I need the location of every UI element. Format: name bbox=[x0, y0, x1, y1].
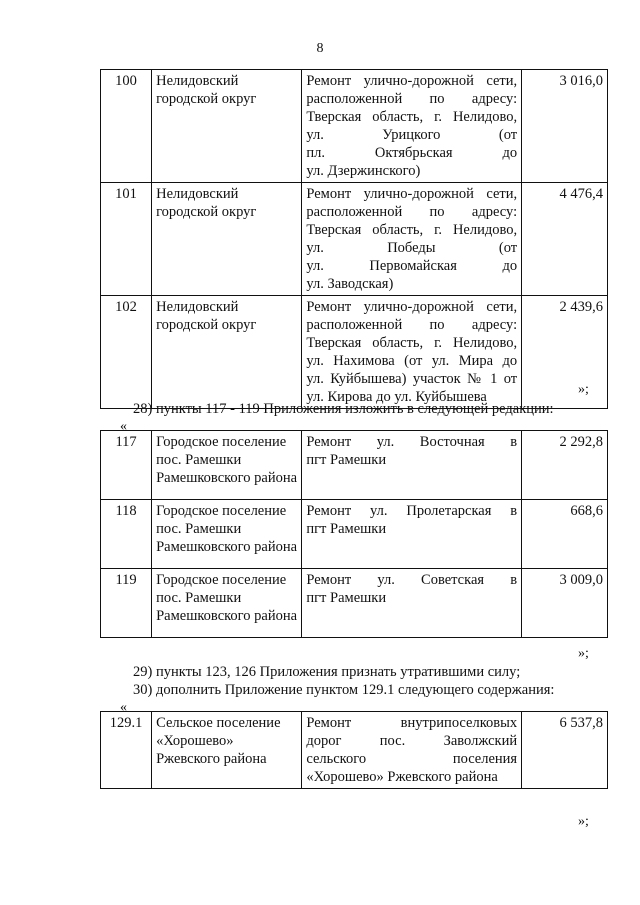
description-line: ул. Победы (от bbox=[306, 240, 518, 256]
paragraph-28: 28) пункты 117 - 119 Приложения изложить в следующей редакции: bbox=[133, 401, 554, 417]
row-number: 102 bbox=[101, 296, 152, 409]
description-line: Тверская область, г. Нелидово, bbox=[306, 222, 518, 238]
description-line: пл. Октябрьская до bbox=[306, 145, 518, 161]
organization-cell: Городское поселение пос. Рамешки Рамешковского района bbox=[152, 500, 302, 569]
row-number: 129.1 bbox=[101, 712, 152, 789]
organization-cell: Сельское поселение «Хорошево» Ржевского района bbox=[152, 712, 302, 789]
description-line: пгт Рамешки bbox=[306, 452, 387, 468]
table-row bbox=[101, 500, 608, 569]
description-cell bbox=[302, 70, 522, 183]
table-row bbox=[101, 70, 608, 183]
paragraph-30: 30) дополнить Приложение пунктом 129.1 следующего содержания: bbox=[133, 682, 555, 698]
description-line: Ремонт внутрипоселковых bbox=[306, 715, 518, 731]
description-cell bbox=[302, 183, 522, 296]
table-row bbox=[101, 569, 608, 638]
amount-cell: 668,6 bbox=[522, 500, 608, 569]
description-line: «Хорошево» Ржевского района bbox=[306, 769, 498, 785]
description-line: Ремонт улично-дорожной сети, bbox=[306, 186, 518, 202]
amount-cell: 3 016,0 bbox=[522, 70, 608, 183]
description-line: Ремонт ул. Пролетарская в bbox=[306, 503, 518, 519]
row-number: 118 bbox=[101, 500, 152, 569]
table-2 bbox=[100, 430, 608, 638]
description-line: Тверская область, г. Нелидово, bbox=[306, 109, 518, 125]
description-line: ул. Заводская) bbox=[306, 276, 394, 292]
description-cell bbox=[302, 500, 522, 569]
description-line: ул. Куйбышева) участок № 1 от bbox=[306, 371, 518, 387]
description-line: Ремонт ул. Советская в bbox=[306, 572, 518, 588]
table-3 bbox=[100, 711, 608, 789]
description-line: дорог пос. Заволжский bbox=[306, 733, 518, 749]
organization-cell: Городское поселение пос. Рамешки Рамешковского района bbox=[152, 431, 302, 500]
description-cell bbox=[302, 431, 522, 500]
table-row bbox=[101, 183, 608, 296]
paragraph-29: 29) пункты 123, 126 Приложения признать утратившими силу; bbox=[133, 664, 521, 680]
closing-quote: »; bbox=[578, 646, 589, 661]
description-line: пгт Рамешки bbox=[306, 590, 387, 606]
description-line: ул. Дзержинского) bbox=[306, 163, 421, 179]
organization-cell: Городское поселение пос. Рамешки Рамешковского района bbox=[152, 569, 302, 638]
opening-quote: « bbox=[120, 419, 127, 434]
table-1 bbox=[100, 69, 608, 409]
page-number: 8 bbox=[316, 41, 324, 56]
description-cell bbox=[302, 569, 522, 638]
description-cell bbox=[302, 296, 522, 409]
organization-cell: Нелидовский городской округ bbox=[152, 183, 302, 296]
description-line: Ремонт ул. Восточная в bbox=[306, 434, 518, 450]
description-line: сельского поселения bbox=[306, 751, 518, 767]
amount-cell: 4 476,4 bbox=[522, 183, 608, 296]
description-cell bbox=[302, 712, 522, 789]
closing-quote: »; bbox=[578, 814, 589, 829]
description-line: расположенной по адресу: bbox=[306, 317, 518, 333]
description-line: Ремонт улично-дорожной сети, bbox=[306, 299, 518, 315]
description-line: Тверская область, г. Нелидово, bbox=[306, 335, 518, 351]
row-number: 119 bbox=[101, 569, 152, 638]
description-line: ул. Первомайская до bbox=[306, 258, 518, 274]
row-number: 101 bbox=[101, 183, 152, 296]
description-line: расположенной по адресу: bbox=[306, 91, 518, 107]
closing-quote: »; bbox=[578, 382, 589, 397]
description-line: ул. Кирова до ул. Куйбышева bbox=[306, 389, 487, 405]
table-row bbox=[101, 296, 608, 409]
description-line: ул. Нахимова (от ул. Мира до bbox=[306, 353, 518, 369]
opening-quote: « bbox=[120, 700, 127, 715]
row-number: 117 bbox=[101, 431, 152, 500]
description-line: расположенной по адресу: bbox=[306, 204, 518, 220]
row-number: 100 bbox=[101, 70, 152, 183]
description-line: пгт Рамешки bbox=[306, 521, 387, 537]
organization-cell: Нелидовский городской округ bbox=[152, 296, 302, 409]
description-line: ул. Урицкого (от bbox=[306, 127, 518, 143]
amount-cell: 6 537,8 bbox=[522, 712, 608, 789]
amount-cell: 3 009,0 bbox=[522, 569, 608, 638]
organization-cell: Нелидовский городской округ bbox=[152, 70, 302, 183]
table-row bbox=[101, 712, 608, 789]
amount-cell: 2 439,6 bbox=[522, 296, 608, 409]
amount-cell: 2 292,8 bbox=[522, 431, 608, 500]
description-line: Ремонт улично-дорожной сети, bbox=[306, 73, 518, 89]
table-row bbox=[101, 431, 608, 500]
